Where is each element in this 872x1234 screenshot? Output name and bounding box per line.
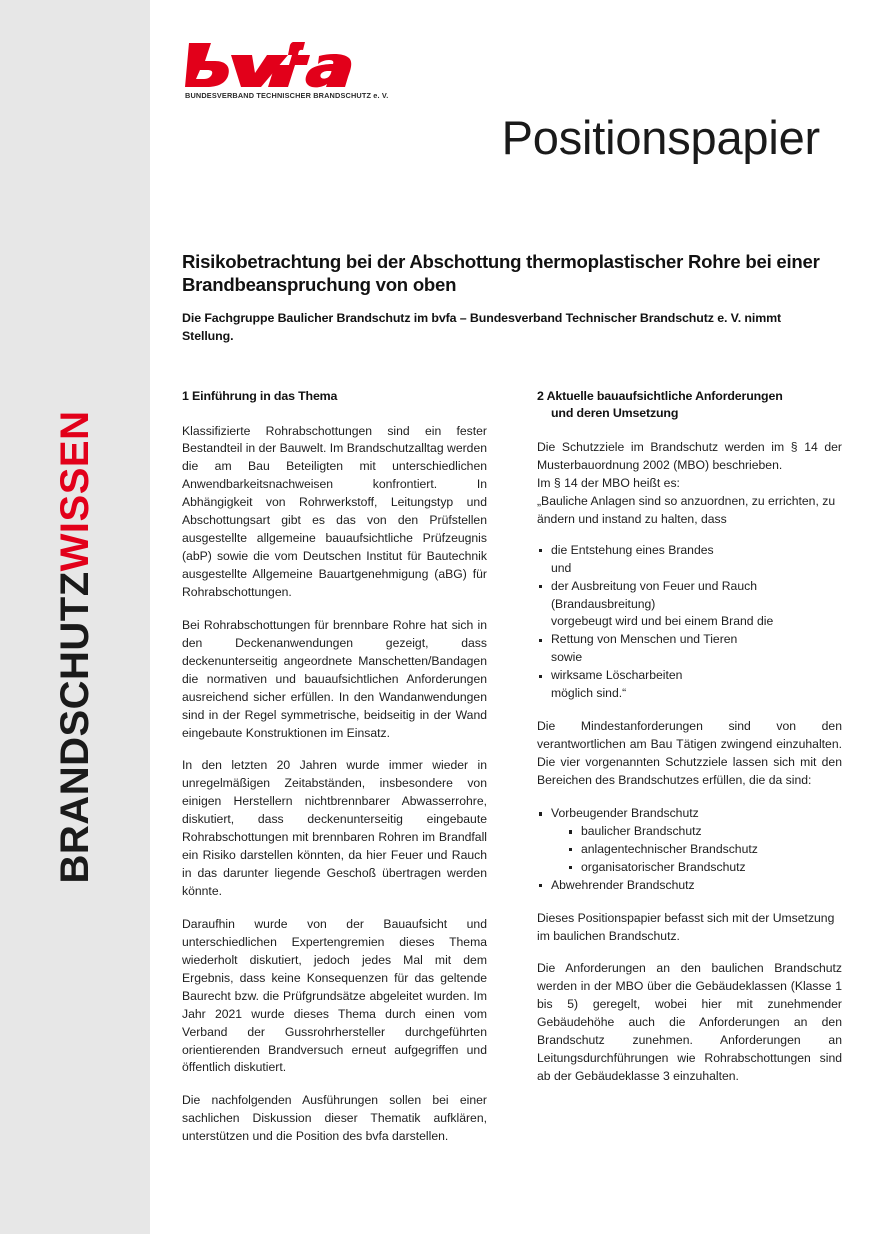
paragraph: Daraufhin wurde von der Bauaufsicht und unterschiedlichen Expertengremien dieses Thema wiederholt diskutiert, jedoch jedes Mal mit dem Ergebnis, dass keine Konsequenzen für das geltende Baurecht bzw. die Prüfgrundsätze abgeleitet wurden. Im Jahr 2021 wurde dieses Thema durch einen vom Verband der Gussrohrhersteller durchgeführten orientierenden Brandversuch erneut aufgegriffen und öffentlich diskutiert. [182, 916, 487, 1075]
sidebar-vertical-label [55, 411, 95, 884]
paragraph: Die Anforderungen an den baulichen Brandschutz werden in der MBO über die Gebäudeklassen (Klasse 1 bis 5) geregelt, wobei hier mit zunehmender Gebäudehöhe auch die Anforderungen an den Brandschutz zunehmen. Anforderungen an Leitungsdurchführungen wie Rohrabschottungen sind ab der Gebäudeklasse 3 einzuhalten. [537, 961, 842, 1084]
section-1-number: 1 [182, 389, 189, 403]
list-item: baulicher Brandschutz [567, 823, 842, 841]
sidebar-label-black: BRANDSCHUTZ [53, 571, 97, 884]
column-left [182, 388, 487, 1146]
section-2-title-line1: Aktuelle bauaufsichtliche Anforderungen [546, 389, 783, 403]
page-title: Risikobetrachtung bei der Abschottung thermoplastischer Rohre bei einer Brandbeanspruchung von oben [182, 251, 820, 296]
column-right [537, 388, 842, 1146]
sidebar-brandschutzwissen [0, 0, 150, 1234]
paragraph: Bei Rohrabschottungen für brennbare Rohre hat sich in den Deckenanwendungen gezeigt, dass deckenunterseitig angeordnete Manschetten/Bandagen die normativen und bauaufsichtlichen Anforderungen ausreichend sicher erfüllen. In den Wandanwendungen sind in der Regel symmetrische, beidseitig in der Wand eingebaute Konstruktionen im Einsatz. [182, 617, 487, 740]
list-item-continuation: vorgebeugt wird und bei einem Brand die [551, 614, 774, 629]
page-subtitle: Die Fachgruppe Baulicher Brandschutz im bvfa – Bundesverband Technischer Brandschutz e. V. nimmt Stellung. [182, 311, 782, 343]
list-item [537, 542, 842, 578]
paragraph: Klassifizierte Rohrabschottungen sind ein fester Bestandteil in der Bauwelt. Im Brandschutzalltag werden die am Bau Beteiligten mit unterschiedlichen Anwendbarkeitsnachweisen konfrontiert. In Abhängigkeit von Rohrwerkstoff, Leitungstyp und Abschottungsart gibt es das von den Prüfstellen ausgestellte allgemeine bauaufsichtliche Prüfzeugnis (abP) sowie die vom Deutschen Institut für Bautechnik ausgestellte Allgemeine Bauartgenehmigung (aBG) für Rohrabschottungen. [182, 423, 487, 599]
bvfa-wordmark-icon [185, 42, 353, 88]
list-item: Abwehrender Brandschutz [537, 877, 842, 895]
paragraph: Die Schutzziele im Brandschutz werden im § 14 der Musterbauordnung 2002 (MBO) beschrieben. [537, 440, 842, 472]
section-1-title: Einführung in das Thema [192, 389, 338, 403]
sidebar-label-red: WISSEN [53, 410, 97, 572]
quote-bullet-list [537, 542, 842, 703]
two-column-body [182, 388, 842, 1146]
quote-lead-line: Im § 14 der MBO heißt es: [537, 475, 680, 490]
paragraph: Die Mindestanforderungen sind von den verantwortlichen am Bau Tätigen zwingend einzuhalten. Die vier vorgenannten Schutzziele lassen sich mit den Bereichen des Brandschutzes erfüllen, die da sind: [537, 719, 842, 787]
bvfa-logo-subline: BUNDESVERBAND TECHNISCHER BRANDSCHUTZ e. V. [185, 91, 389, 100]
list-item-text: Vorbeugender Brandschutz [551, 805, 699, 820]
list-item-text: wirksame Löscharbeiten [551, 668, 683, 683]
section-heading-1 [182, 388, 487, 405]
headline-block [182, 250, 832, 345]
scope-sub-list [551, 823, 842, 877]
section-heading-2 [537, 388, 842, 421]
section-2-number: 2 [537, 389, 544, 403]
list-item [537, 578, 842, 632]
sidebar-vertical-wrap [0, 0, 150, 1234]
quote-opening: „Bauliche Anlagen sind so anzuordnen, zu errichten, zu ändern und instand zu halten, dass [537, 493, 836, 526]
scope-bullet-list [537, 805, 842, 895]
list-item-text: Rettung von Menschen und Tieren [551, 632, 738, 647]
list-item-text: die Entstehung eines Brandes [551, 542, 714, 557]
document-content [150, 0, 872, 1234]
document-kind-title: Positionspapier [501, 111, 820, 164]
list-item-continuation: sowie [551, 650, 583, 665]
list-item [537, 805, 842, 877]
paragraph: In den letzten 20 Jahren wurde immer wieder in unregelmäßigen Zeitabständen, insbesondere von einigen Herstellern nichtbrennbarer Abwasserrohre, diskutiert, dass deckenunterseitig eingebaute Rohrabschottungen mit brennbaren Rohren im Brandfall ein Risiko darstellen könnten, da hier Feuer und Rauch in das darunter liegende Geschoß übertragen werden könnte. [182, 758, 487, 898]
list-item-text: der Ausbreitung von Feuer und Rauch (Brandausbreitung) [551, 578, 757, 611]
section-2-title-line2: und deren Umsetzung [551, 405, 679, 420]
list-item-continuation: und [551, 560, 572, 575]
list-item-continuation: möglich sind.“ [551, 686, 627, 701]
list-item: anlagentechnischer Brandschutz [567, 841, 842, 859]
paragraph: Dieses Positionspapier befasst sich mit der Umsetzung im baulichen Brandschutz. [537, 910, 835, 943]
list-item [537, 667, 842, 703]
list-item [537, 631, 842, 667]
paragraph: Die nachfolgenden Ausführungen sollen bei einer sachlichen Diskussion dieser Thematik aufklären, unterstützen und die Position des bvfa darstellen. [182, 1093, 487, 1144]
bvfa-logo [185, 42, 389, 100]
list-item: organisatorischer Brandschutz [567, 859, 842, 877]
